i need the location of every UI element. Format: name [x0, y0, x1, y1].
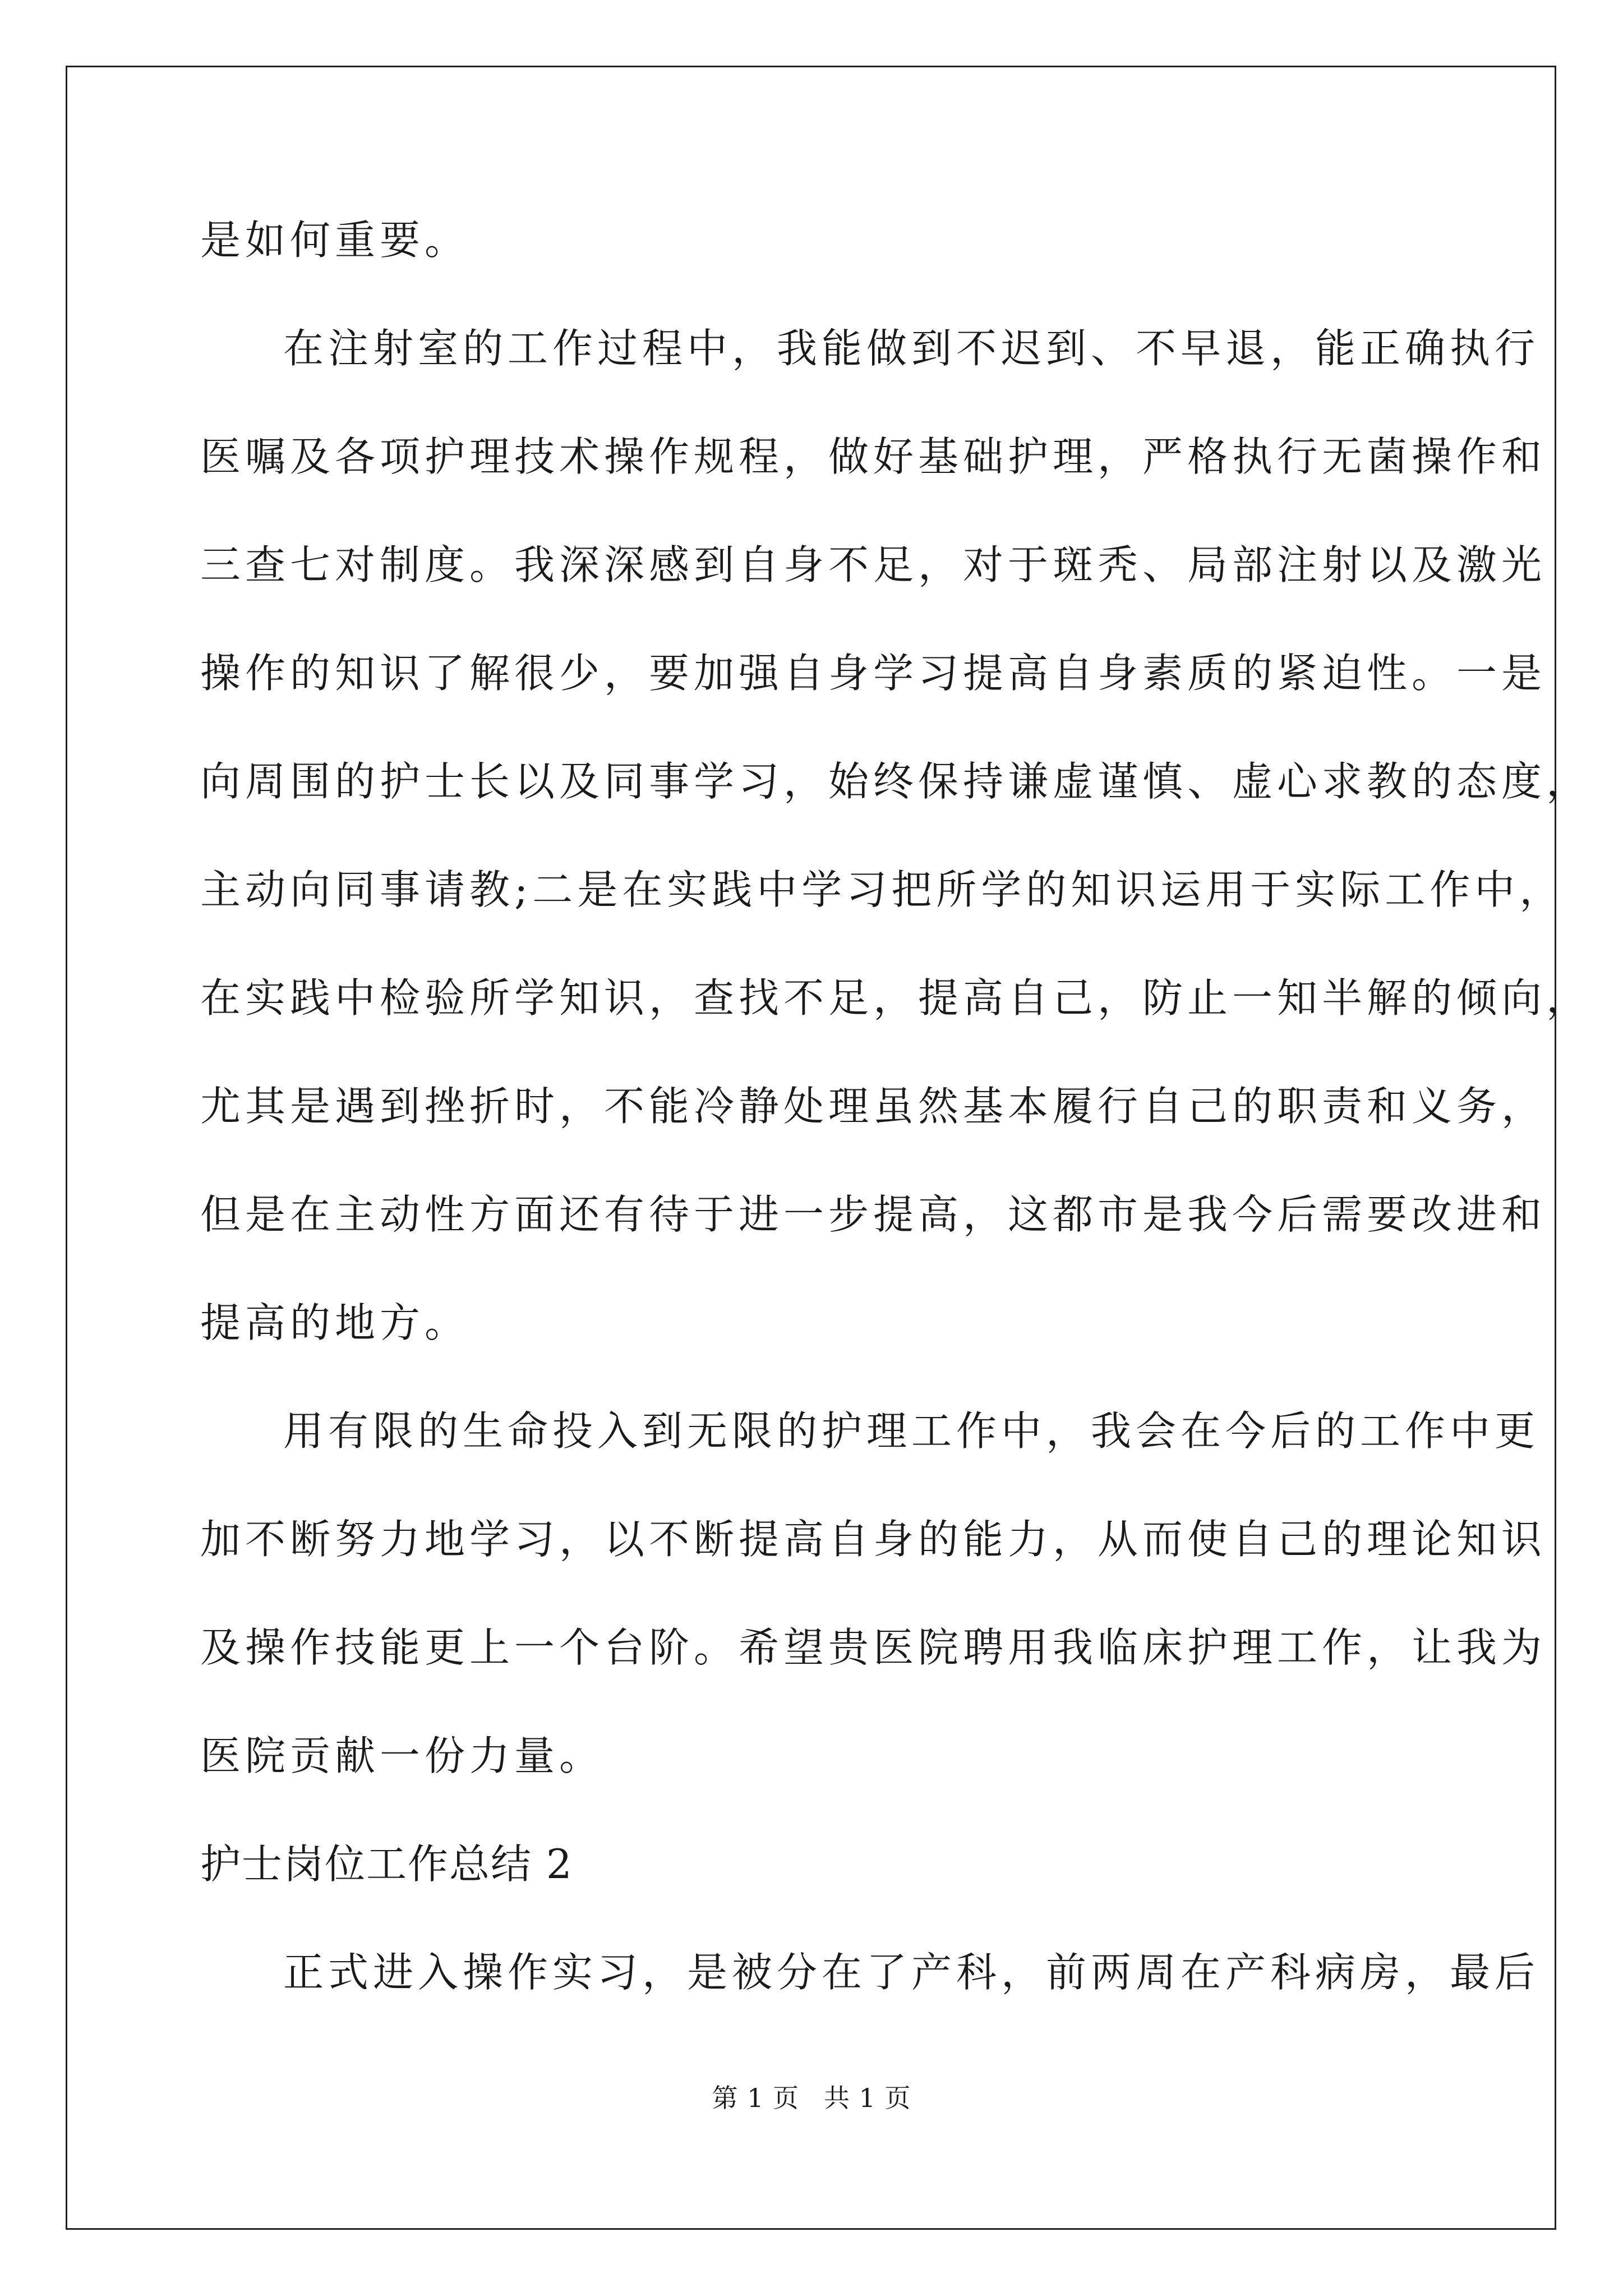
text-line: 向周围的护士长以及同事学习，始终保持谦虚谨慎、虚心求教的态度， — [200, 758, 1592, 805]
text-line: 用有限的生命投入到无限的护理工作中，我会在今后的工作中更 — [283, 1407, 1540, 1455]
text-line: 在注射室的工作过程中，我能做到不迟到、不早退，能正确执行 — [283, 325, 1540, 372]
document-body — [200, 206, 1592, 2047]
text-line: 加不断努力地学习，以不断提高自身的能力，从而使自己的理论知识 — [200, 1516, 1547, 1563]
text-line: 但是在主动性方面还有待于进一步提高，这都市是我今后需要改进和 — [200, 1191, 1547, 1238]
text-line: 及操作技能更上一个台阶。希望贵医院聘用我临床护理工作，让我为 — [200, 1624, 1547, 1671]
page-number: 第 1 页 — [712, 2083, 799, 2113]
page-footer — [0, 2081, 1623, 2115]
text-line: 医院贡献一份力量。 — [200, 1732, 605, 1779]
text-line: 医嘱及各项护理技术操作规程，做好基础护理，严格执行无菌操作和 — [200, 433, 1547, 480]
text-line: 三查七对制度。我深深感到自身不足，对于斑秃、局部注射以及激光 — [200, 541, 1547, 588]
text-line: 主动向同事请教;二是在实践中学习把所学的知识运用于实际工作中， — [200, 866, 1565, 913]
text-line: 尤其是遇到挫折时，不能冷静处理虽然基本履行自己的职责和义务， — [200, 1083, 1547, 1130]
text-line: 操作的知识了解很少，要加强自身学习提高自身素质的紧迫性。一是 — [200, 650, 1547, 697]
page-total: 共 1 页 — [824, 2083, 911, 2113]
text-line: 正式进入操作实习，是被分在了产科，前两周在产科病房，最后 — [283, 1949, 1540, 1996]
section-heading: 护士岗位工作总结 2 — [200, 1841, 573, 1888]
text-line: 是如何重要。 — [200, 217, 470, 264]
text-line: 在实践中检验所学知识，查找不足，提高自己，防止一知半解的倾向， — [200, 974, 1592, 1022]
text-line: 提高的地方。 — [200, 1299, 470, 1346]
